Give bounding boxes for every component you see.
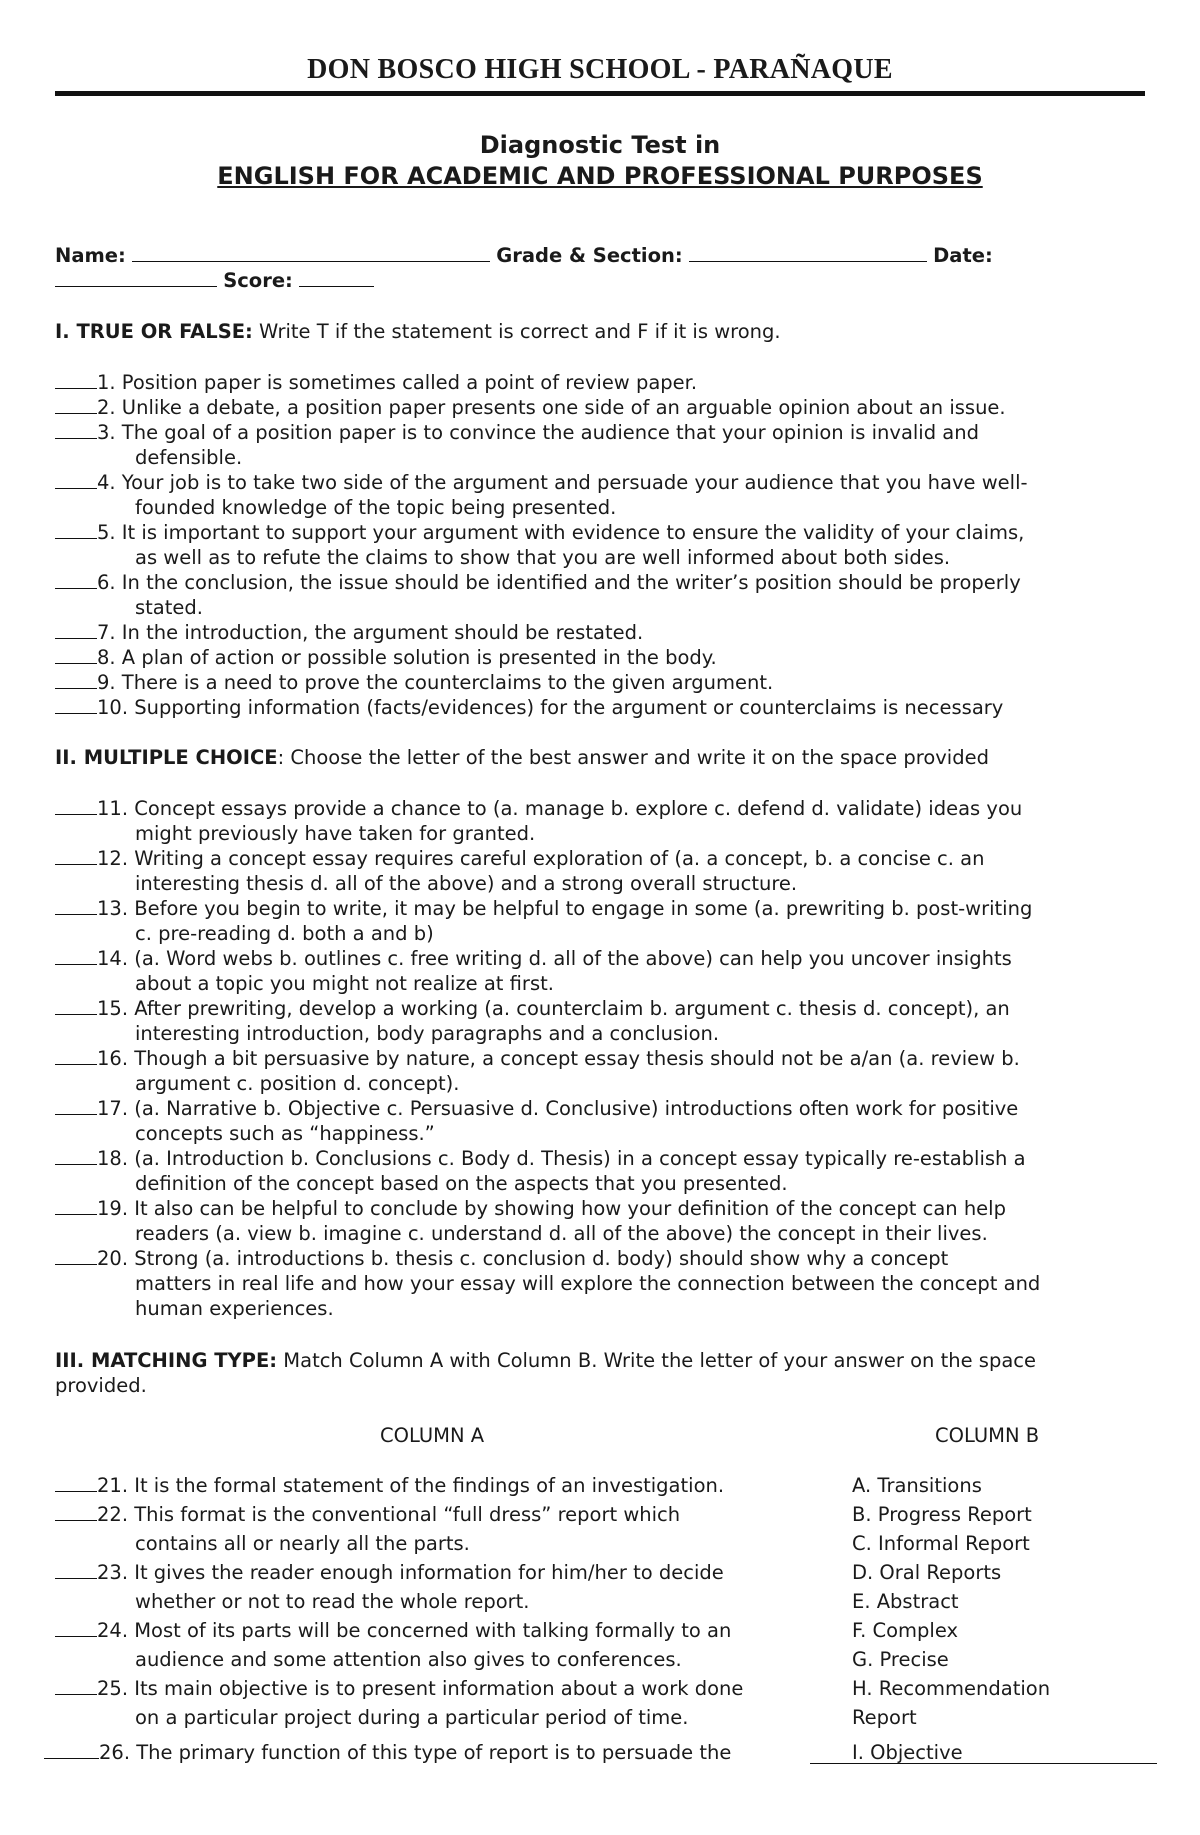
answer-blank[interactable] [55, 1472, 97, 1492]
option-a: A. Transitions [852, 1474, 982, 1497]
question-number: 14. [97, 947, 129, 970]
question-text: There is a need to prove the counterclaims to the given argument. [115, 671, 774, 694]
question-25 [55, 1674, 825, 1732]
section-2-heading [55, 745, 1165, 770]
question-number: 26. [99, 1741, 131, 1764]
answer-blank[interactable] [55, 1501, 97, 1521]
date-field[interactable] [55, 268, 217, 287]
bottom-rule [810, 1763, 1157, 1764]
answer-blank[interactable] [55, 1195, 97, 1215]
question-text: It is important to support your argument with evidence to ensure the validity of your claims, [115, 521, 1025, 544]
answer-blank[interactable] [55, 1045, 97, 1065]
question-6 [55, 569, 1165, 620]
question-number: 17. [97, 1097, 129, 1120]
question-text-cont: founded knowledge of the topic being presented. [135, 496, 617, 519]
question-number: 20. [97, 1247, 129, 1270]
section-2-title: II. MULTIPLE CHOICE [55, 746, 278, 769]
score-label: Score: [223, 269, 293, 292]
question-text-cont: contains all or nearly all the parts. [135, 1532, 470, 1555]
answer-blank[interactable] [55, 394, 97, 414]
name-label: Name: [55, 244, 126, 267]
question-text-cont: defensible. [135, 446, 243, 469]
grade-section-label: Grade & Section: [496, 244, 683, 267]
answer-blank[interactable] [55, 419, 97, 439]
question-number: 10. [97, 696, 129, 719]
question-number: 24. [97, 1619, 129, 1642]
question-text-cont: as well as to refute the claims to show that you are well informed about both sides. [135, 546, 951, 569]
question-text-cont: c. pre-reading d. both a and b) [135, 922, 434, 945]
question-number: 13. [97, 897, 129, 920]
section-3-instruction: Match Column A with Column B. Write the letter of your answer on the space [277, 1349, 1036, 1372]
question-16 [55, 1045, 1165, 1096]
answer-blank[interactable] [55, 1095, 97, 1115]
question-23 [55, 1558, 825, 1616]
question-number: 2. [97, 396, 116, 419]
question-number: 25. [97, 1677, 129, 1700]
question-text-cont: might previously have taken for granted. [135, 822, 536, 845]
question-number: 7. [97, 621, 116, 644]
question-number: 5. [97, 521, 116, 544]
question-text-cont: interesting thesis d. all of the above) and a strong overall structure. [135, 872, 798, 895]
question-7 [55, 619, 1165, 645]
question-18 [55, 1145, 1165, 1196]
question-21 [55, 1471, 825, 1500]
question-number: 21. [97, 1474, 129, 1497]
question-text: It is the formal statement of the findings of an investigation. [128, 1474, 725, 1497]
answer-blank[interactable] [55, 995, 97, 1015]
question-number: 4. [97, 471, 116, 494]
question-text: (a. Narrative b. Objective c. Persuasive d. Conclusive) introductions often work for positive [128, 1097, 1019, 1120]
question-text: In the conclusion, the issue should be identified and the writer’s position should be properly [115, 571, 1021, 594]
answer-blank[interactable] [55, 795, 97, 815]
answer-blank[interactable] [55, 694, 97, 714]
question-text-cont: about a topic you might not realize at first. [135, 972, 554, 995]
question-number: 12. [97, 847, 129, 870]
answer-blank[interactable] [55, 569, 97, 589]
section-2-instruction: : Choose the letter of the best answer and write it on the space provided [277, 746, 989, 769]
question-number: 22. [97, 1503, 129, 1526]
question-text: Concept essays provide a chance to (a. manage b. explore c. defend d. validate) ideas you [128, 797, 1023, 820]
question-number: 9. [97, 671, 116, 694]
section-3-heading [55, 1348, 1165, 1373]
question-22 [55, 1500, 825, 1558]
question-text: This format is the conventional “full dress” report which [128, 1503, 681, 1526]
question-text: (a. Introduction b. Conclusions c. Body d. Thesis) in a concept essay typically re-establish a [128, 1147, 1026, 1170]
question-text: The primary function of this type of report is to persuade the [130, 1741, 732, 1764]
question-text: It gives the reader enough information for him/her to decide [128, 1561, 724, 1584]
answer-blank[interactable] [55, 469, 97, 489]
question-26 [44, 1738, 814, 1767]
question-19 [55, 1195, 1165, 1246]
question-15 [55, 995, 1165, 1046]
question-text-cont: readers (a. view b. imagine c. understand d. all of the above) the concept in their lives. [135, 1222, 988, 1245]
question-text: Before you begin to write, it may be helpful to engage in some (a. prewriting b. post-writing [128, 897, 1033, 920]
question-2 [55, 394, 1165, 420]
section-3-title: III. MATCHING TYPE: [55, 1349, 278, 1372]
question-text-cont: whether or not to read the whole report. [135, 1590, 530, 1613]
question-1 [55, 369, 1165, 395]
column-a-header: COLUMN A [380, 1424, 485, 1447]
answer-blank[interactable] [55, 945, 97, 965]
answer-blank[interactable] [55, 669, 97, 689]
option-c: C. Informal Report [852, 1532, 1030, 1555]
question-17 [55, 1095, 1165, 1146]
student-info-line-2 [55, 268, 1165, 293]
question-number: 6. [97, 571, 116, 594]
question-text: Supporting information (facts/evidences) for the argument or counterclaims is necessary [128, 696, 1004, 719]
question-20 [55, 1245, 1165, 1321]
option-h-cont: Report [852, 1706, 917, 1729]
question-text: A plan of action or possible solution is presented in the body. [115, 646, 717, 669]
answer-blank[interactable] [55, 1559, 97, 1579]
answer-blank[interactable] [55, 1617, 97, 1637]
option-h: H. Recommendation [852, 1677, 1051, 1700]
test-title: Diagnostic Test in [479, 131, 721, 159]
subject-title: ENGLISH FOR ACADEMIC AND PROFESSIONAL PURPOSES [217, 162, 983, 190]
question-text: In the introduction, the argument should be restated. [115, 621, 644, 644]
section-3-heading-cont: provided. [55, 1374, 147, 1397]
question-10 [55, 694, 1165, 720]
answer-blank[interactable] [55, 845, 97, 865]
question-number: 19. [97, 1197, 129, 1220]
question-12 [55, 845, 1165, 896]
column-b-header: COLUMN B [935, 1424, 1040, 1447]
option-b: B. Progress Report [852, 1503, 1032, 1526]
question-text: (a. Word webs b. outlines c. free writing d. all of the above) can help you uncover insights [128, 947, 1012, 970]
answer-blank[interactable] [55, 644, 97, 664]
question-text: Writing a concept essay requires careful exploration of (a. a concept, b. a concise c. an [128, 847, 985, 870]
question-text-cont: definition of the concept based on the aspects that you presented. [135, 1172, 788, 1195]
answer-blank[interactable] [55, 519, 97, 539]
question-number: 8. [97, 646, 116, 669]
question-number: 23. [97, 1561, 129, 1584]
name-field[interactable] [132, 243, 490, 262]
question-text-cont: stated. [135, 596, 203, 619]
question-text-cont: audience and some attention also gives to conferences. [135, 1648, 682, 1671]
header-rule [55, 91, 1145, 96]
question-14 [55, 945, 1165, 996]
score-field[interactable] [299, 268, 374, 287]
answer-blank[interactable] [55, 1145, 97, 1165]
school-name: DON BOSCO HIGH SCHOOL - PARAÑAQUE [307, 54, 893, 85]
question-text: Your job is to take two side of the argument and persuade your audience that you have well- [115, 471, 1028, 494]
option-g: G. Precise [852, 1648, 949, 1671]
question-text: After prewriting, develop a working (a. counterclaim b. argument c. thesis d. concept), an [128, 997, 1010, 1020]
answer-blank[interactable] [44, 1739, 99, 1759]
answer-blank[interactable] [55, 1245, 97, 1265]
answer-blank[interactable] [55, 1675, 97, 1695]
option-i: I. Objective [852, 1741, 963, 1764]
option-d: D. Oral Reports [852, 1561, 1002, 1584]
question-text: Strong (a. introductions b. thesis c. conclusion d. body) should show why a concept [128, 1247, 949, 1270]
question-number: 11. [97, 797, 129, 820]
question-text: Its main objective is to present information about a work done [128, 1677, 744, 1700]
answer-blank[interactable] [55, 369, 97, 389]
option-f: F. Complex [852, 1619, 959, 1642]
question-text-cont: matters in real life and how your essay will explore the connection between the concept and [135, 1272, 1041, 1295]
question-9 [55, 669, 1165, 695]
question-11 [55, 795, 1165, 846]
option-e: E. Abstract [852, 1590, 959, 1613]
question-text-cont: argument c. position d. concept). [135, 1072, 460, 1095]
question-24 [55, 1616, 825, 1674]
answer-blank[interactable] [55, 619, 97, 639]
answer-blank[interactable] [55, 895, 97, 915]
question-text: Though a bit persuasive by nature, a concept essay thesis should not be a/an (a. review b. [128, 1047, 1020, 1070]
question-number: 18. [97, 1147, 129, 1170]
question-8 [55, 644, 1165, 670]
question-text: Position paper is sometimes called a point of review paper. [115, 371, 698, 394]
question-number: 15. [97, 997, 129, 1020]
question-text: It also can be helpful to conclude by showing how your definition of the concept can help [128, 1197, 1006, 1220]
question-text-cont: on a particular project during a particular period of time. [135, 1706, 689, 1729]
grade-section-field[interactable] [689, 243, 927, 262]
question-text: The goal of a position paper is to convince the audience that your opinion is invalid and [115, 421, 979, 444]
question-text: Most of its parts will be concerned with talking formally to an [128, 1619, 732, 1642]
question-number: 1. [97, 371, 116, 394]
student-info-line-1 [55, 243, 1165, 268]
question-number: 16. [97, 1047, 129, 1070]
question-13 [55, 895, 1165, 946]
question-text: Unlike a debate, a position paper presents one side of an arguable opinion about an issue. [115, 396, 1006, 419]
question-3 [55, 419, 1165, 470]
date-label: Date: [933, 244, 993, 267]
section-1-instruction: Write T if the statement is correct and F if it is wrong. [252, 320, 781, 343]
question-5 [55, 519, 1165, 570]
question-4 [55, 469, 1165, 520]
question-number: 3. [97, 421, 116, 444]
section-1-title: I. TRUE OR FALSE: [55, 320, 253, 343]
question-text-cont: concepts such as “happiness.” [135, 1122, 435, 1145]
question-text-cont: interesting introduction, body paragraphs and a conclusion. [135, 1022, 720, 1045]
section-1-heading [55, 319, 1165, 344]
question-text-cont: human experiences. [135, 1297, 334, 1320]
